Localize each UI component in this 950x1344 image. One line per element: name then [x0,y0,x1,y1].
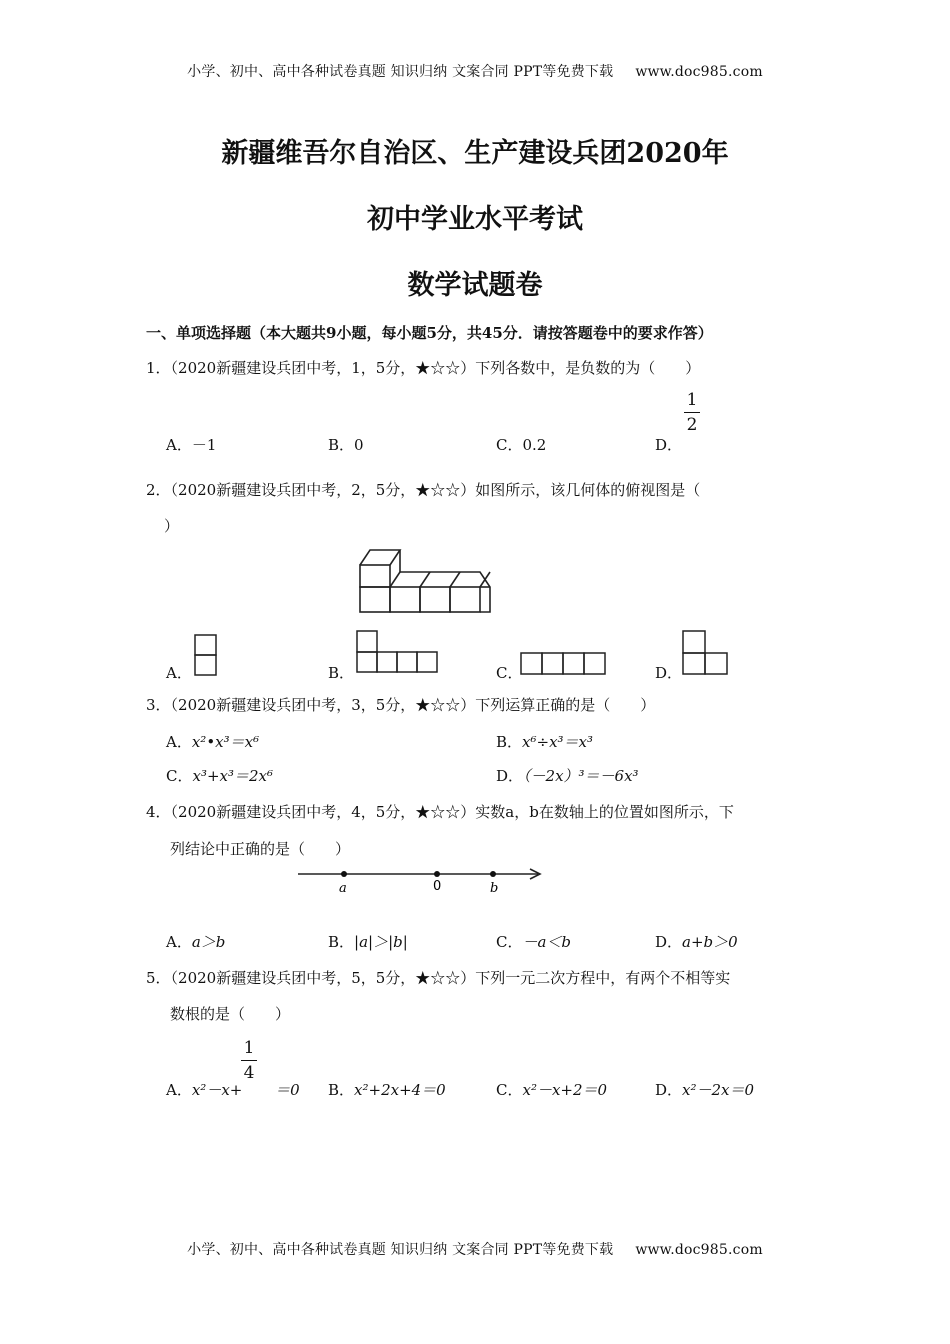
q4-a-label: A． [166,933,192,951]
header-text: 小学、初中、高中各种试卷真题 知识归纳 文案合同 PPT等免费下载 [187,64,614,80]
q4-option-c[interactable] [496,931,571,952]
point-b [490,871,496,877]
q2-option-d[interactable]: D． [655,664,683,682]
q1-d-fraction [684,390,700,435]
section-heading: 一、单项选择题（本大题共9小题，每小题5分，共45分．请按答题卷中的要求作答） [146,324,713,342]
q1-option-c[interactable]: C．0.2 [496,436,547,454]
page-footer [0,1239,950,1259]
header-url[interactable]: www.doc985.com [635,64,763,80]
q5-option-d[interactable] [655,1079,754,1100]
q2-option-c-figure [520,652,608,676]
q3-d-label: D． [496,767,524,785]
q4-c-label: C． [496,933,523,951]
point-a [341,871,347,877]
fraction-bar [241,1060,257,1061]
q5-option-c[interactable] [496,1079,607,1100]
q4-option-d[interactable] [655,931,738,952]
q3-option-b[interactable] [496,731,593,752]
footer-url[interactable]: www.doc985.com [635,1242,763,1258]
q3-b-label: B． [496,733,523,751]
q2-option-a-figure [194,634,218,676]
label-b: b [490,881,499,896]
q2-option-d-figure [682,630,730,676]
q2-stem-line2: ） [164,517,180,535]
q1-option-a[interactable]: A．－1 [166,436,217,454]
q2-option-b[interactable]: B． [328,664,355,682]
q3-option-a[interactable] [166,731,259,752]
q3-a-label: A． [166,733,192,751]
label-zero: 0 [433,879,442,894]
q2-stem-line1: 2．（2020新疆建设兵团中考，2，5分，★☆☆）如图所示，该几何体的俯视图是（ [146,481,701,499]
q5-c-label: C． [496,1081,523,1099]
q3-b-expr: x⁶÷x³＝x³ [522,733,594,751]
q3-a-expr: x²•x³＝x⁶ [191,733,260,751]
q5-d-expr: x²－2x＝0 [682,1081,755,1099]
q5-b-expr: x²+2x+4＝0 [354,1081,446,1099]
q2-solid-figure [355,545,505,615]
q5-stem-line2: 数根的是（ ） [170,1005,291,1023]
q5-option-a[interactable] [166,1079,300,1100]
point-zero [434,871,440,877]
q3-option-c[interactable] [166,765,273,786]
title-line-1: 新疆维吾尔自治区、生产建设兵团2020年 [221,138,729,169]
q5-c-expr: x²－x+2＝0 [522,1081,608,1099]
fraction-bar [684,412,700,413]
q4-stem-line1: 4．（2020新疆建设兵团中考，4，5分，★☆☆）实数a，b在数轴上的位置如图所示，下 [146,803,734,821]
q1-d-denominator: 2 [686,415,698,435]
q4-stem-line2: 列结论中正确的是（ ） [170,840,351,858]
page-header [0,61,950,81]
q5-b-label: B． [328,1081,355,1099]
q2-option-b-figure [356,630,440,674]
q5-d-label: D． [655,1081,683,1099]
title-line-2: 初中学业水平考试 [367,204,583,235]
q4-c-expr: －a＜b [522,933,572,951]
q5-option-b[interactable] [328,1079,446,1100]
q5-a-denominator: 4 [243,1063,255,1083]
q1-option-d[interactable]: D． [655,436,683,454]
footer-text: 小学、初中、高中各种试卷真题 知识归纳 文案合同 PPT等免费下载 [187,1242,614,1258]
q3-d-expr: （－2x）³＝－6x³ [523,767,639,785]
q4-option-b[interactable] [328,931,408,952]
q1-stem: 1．（2020新疆建设兵团中考，1，5分，★☆☆）下列各数中，是负数的为（ ） [146,359,701,377]
q3-c-expr: x³+x³＝2x⁶ [192,767,274,785]
q3-c-label: C． [166,767,193,785]
q2-option-a[interactable]: A． [166,664,192,682]
q4-a-expr: a＞b [191,933,226,951]
title-line-3: 数学试题卷 [407,270,543,301]
q5-a-numerator: 1 [243,1038,255,1058]
q5-stem-line1: 5．（2020新疆建设兵团中考，5，5分，★☆☆）下列一元二次方程中，有两个不相等实 [146,969,731,987]
q4-d-expr: a+b＞0 [682,933,738,951]
label-a: a [339,881,347,896]
q4-b-label: B． [328,933,355,951]
q4-d-label: D． [655,933,683,951]
q4-b-expr: |a|＞|b| [354,933,408,951]
q1-option-b[interactable]: B．0 [328,436,364,454]
q3-option-d[interactable] [496,765,639,786]
q1-d-numerator: 1 [686,390,698,410]
q4-option-a[interactable] [166,931,225,952]
q5-a-label: A． [166,1081,192,1099]
q3-stem: 3．（2020新疆建设兵团中考，3，5分，★☆☆）下列运算正确的是（ ） [146,696,656,714]
q4-number-line [298,864,548,900]
q5-a-fraction [241,1038,257,1083]
q5-a-expr: x²－x+ ＝0 [191,1081,300,1099]
q2-option-c[interactable]: C． [496,664,523,682]
